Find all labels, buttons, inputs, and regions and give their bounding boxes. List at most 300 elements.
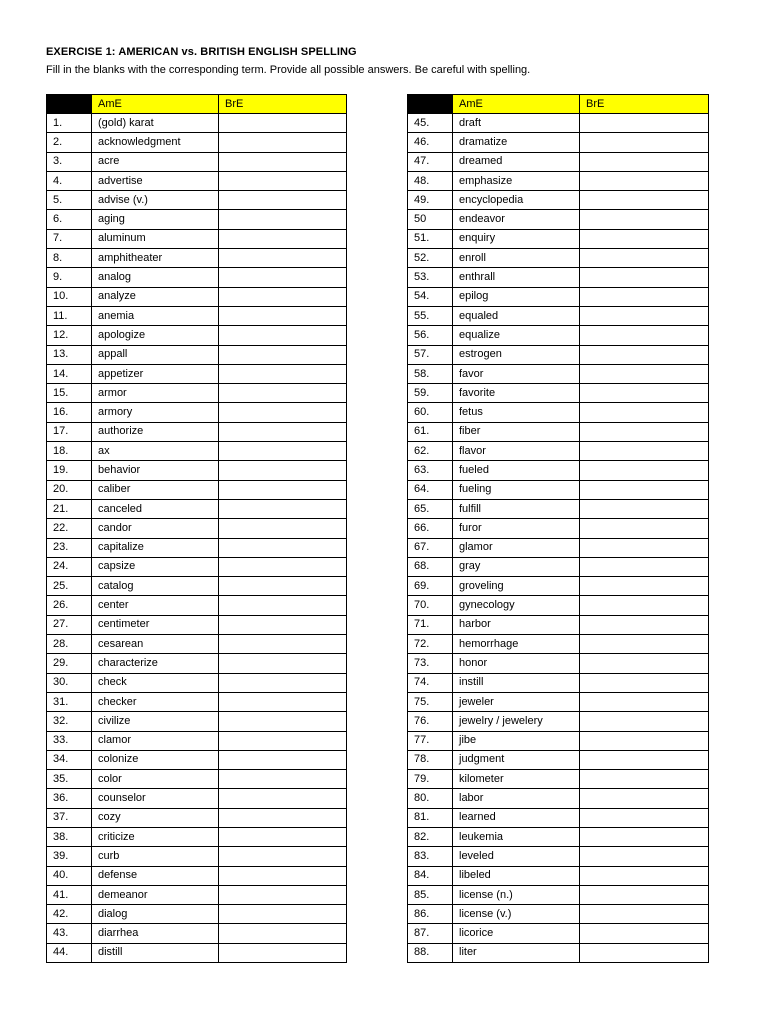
- bre-answer-blank[interactable]: [580, 191, 709, 210]
- table-row: [47, 519, 347, 538]
- ame-term: dramatize: [453, 133, 580, 152]
- table-row: [408, 306, 709, 325]
- row-number: 56.: [408, 326, 453, 345]
- ame-term: fueled: [453, 461, 580, 480]
- bre-answer-blank[interactable]: [219, 673, 347, 692]
- bre-answer-blank[interactable]: [219, 345, 347, 364]
- bre-answer-blank[interactable]: [219, 461, 347, 480]
- table-row: [408, 519, 709, 538]
- ame-term: equalize: [453, 326, 580, 345]
- bre-answer-blank[interactable]: [219, 770, 347, 789]
- table-row: [408, 499, 709, 518]
- ame-term: armory: [92, 403, 219, 422]
- bre-answer-blank[interactable]: [580, 654, 709, 673]
- bre-answer-blank[interactable]: [580, 808, 709, 827]
- bre-answer-blank[interactable]: [580, 789, 709, 808]
- table-row: [47, 827, 347, 846]
- ame-column-header: AmE: [453, 95, 580, 114]
- bre-answer-blank[interactable]: [580, 345, 709, 364]
- row-number: 59.: [408, 384, 453, 403]
- bre-answer-blank[interactable]: [219, 249, 347, 268]
- bre-answer-blank[interactable]: [219, 692, 347, 711]
- number-column-header: [47, 95, 92, 114]
- ame-term: dreamed: [453, 152, 580, 171]
- bre-answer-blank[interactable]: [219, 654, 347, 673]
- table-header-row: [408, 95, 709, 114]
- table-row: [408, 924, 709, 943]
- table-row: [408, 210, 709, 229]
- table-row: [408, 731, 709, 750]
- vocab-table-left-body: [47, 114, 347, 963]
- table-row: [47, 712, 347, 731]
- row-number: 28.: [47, 635, 92, 654]
- row-number: 12.: [47, 326, 92, 345]
- ame-term: centimeter: [92, 615, 219, 634]
- row-number: 52.: [408, 249, 453, 268]
- table-row: [408, 577, 709, 596]
- vocab-table-left: [46, 94, 347, 963]
- ame-term: enroll: [453, 249, 580, 268]
- table-row: [47, 345, 347, 364]
- table-row: [408, 692, 709, 711]
- ame-term: kilometer: [453, 770, 580, 789]
- vocab-table-right-body: [408, 114, 709, 963]
- ame-term: analyze: [92, 287, 219, 306]
- bre-answer-blank[interactable]: [580, 692, 709, 711]
- bre-answer-blank[interactable]: [219, 750, 347, 769]
- bre-answer-blank[interactable]: [580, 499, 709, 518]
- bre-answer-blank[interactable]: [580, 943, 709, 962]
- ame-term: capsize: [92, 557, 219, 576]
- row-number: 45.: [408, 114, 453, 133]
- row-number: 69.: [408, 577, 453, 596]
- bre-answer-blank[interactable]: [580, 268, 709, 287]
- bre-answer-blank[interactable]: [219, 306, 347, 325]
- row-number: 32.: [47, 712, 92, 731]
- table-row: [47, 171, 347, 190]
- row-number: 80.: [408, 789, 453, 808]
- row-number: 58.: [408, 364, 453, 383]
- bre-answer-blank[interactable]: [580, 442, 709, 461]
- table-row: [47, 905, 347, 924]
- bre-answer-blank[interactable]: [219, 268, 347, 287]
- table-row: [47, 191, 347, 210]
- bre-answer-blank[interactable]: [580, 461, 709, 480]
- bre-answer-blank[interactable]: [219, 287, 347, 306]
- bre-answer-blank[interactable]: [580, 249, 709, 268]
- ame-term: gynecology: [453, 596, 580, 615]
- bre-answer-blank[interactable]: [219, 866, 347, 885]
- row-number: 65.: [408, 499, 453, 518]
- bre-answer-blank[interactable]: [219, 152, 347, 171]
- row-number: 43.: [47, 924, 92, 943]
- row-number: 88.: [408, 943, 453, 962]
- bre-answer-blank[interactable]: [219, 229, 347, 248]
- bre-answer-blank[interactable]: [580, 866, 709, 885]
- row-number: 16.: [47, 403, 92, 422]
- table-row: [47, 943, 347, 962]
- ame-term: licorice: [453, 924, 580, 943]
- row-number: 4.: [47, 171, 92, 190]
- row-number: 79.: [408, 770, 453, 789]
- row-number: 38.: [47, 827, 92, 846]
- bre-answer-blank[interactable]: [580, 827, 709, 846]
- ame-term: enquiry: [453, 229, 580, 248]
- ame-term: encyclopedia: [453, 191, 580, 210]
- bre-answer-blank[interactable]: [219, 422, 347, 441]
- bre-answer-blank[interactable]: [219, 133, 347, 152]
- bre-answer-blank[interactable]: [219, 905, 347, 924]
- row-number: 23.: [47, 538, 92, 557]
- table-row: [47, 654, 347, 673]
- table-row: [47, 133, 347, 152]
- bre-answer-blank[interactable]: [219, 403, 347, 422]
- ame-term: liter: [453, 943, 580, 962]
- ame-term: armor: [92, 384, 219, 403]
- ame-term: dialog: [92, 905, 219, 924]
- ame-term: counselor: [92, 789, 219, 808]
- row-number: 10.: [47, 287, 92, 306]
- row-number: 64.: [408, 480, 453, 499]
- ame-term: check: [92, 673, 219, 692]
- ame-term: groveling: [453, 577, 580, 596]
- table-row: [408, 229, 709, 248]
- row-number: 8.: [47, 249, 92, 268]
- bre-answer-blank[interactable]: [580, 384, 709, 403]
- row-number: 7.: [47, 229, 92, 248]
- bre-answer-blank[interactable]: [580, 770, 709, 789]
- table-row: [47, 577, 347, 596]
- ame-term: ax: [92, 442, 219, 461]
- bre-answer-blank[interactable]: [580, 750, 709, 769]
- row-number: 54.: [408, 287, 453, 306]
- bre-answer-blank[interactable]: [580, 519, 709, 538]
- ame-term: judgment: [453, 750, 580, 769]
- ame-term: jewelry / jewelery: [453, 712, 580, 731]
- bre-answer-blank[interactable]: [580, 538, 709, 557]
- bre-answer-blank[interactable]: [219, 615, 347, 634]
- row-number: 13.: [47, 345, 92, 364]
- row-number: 67.: [408, 538, 453, 557]
- bre-answer-blank[interactable]: [580, 326, 709, 345]
- bre-answer-blank[interactable]: [219, 364, 347, 383]
- table-row: [47, 152, 347, 171]
- row-number: 77.: [408, 731, 453, 750]
- bre-answer-blank[interactable]: [580, 403, 709, 422]
- ame-term: libeled: [453, 866, 580, 885]
- bre-answer-blank[interactable]: [580, 673, 709, 692]
- ame-term: epilog: [453, 287, 580, 306]
- table-row: [408, 268, 709, 287]
- bre-answer-blank[interactable]: [219, 577, 347, 596]
- table-row: [47, 538, 347, 557]
- ame-term: leveled: [453, 847, 580, 866]
- ame-term: furor: [453, 519, 580, 538]
- row-number: 1.: [47, 114, 92, 133]
- row-number: 78.: [408, 750, 453, 769]
- bre-answer-blank[interactable]: [219, 114, 347, 133]
- row-number: 42.: [47, 905, 92, 924]
- bre-answer-blank[interactable]: [580, 712, 709, 731]
- table-row: [408, 133, 709, 152]
- table-row: [408, 943, 709, 962]
- bre-answer-blank[interactable]: [219, 519, 347, 538]
- table-row: [408, 326, 709, 345]
- table-row: [47, 287, 347, 306]
- row-number: 70.: [408, 596, 453, 615]
- row-number: 33.: [47, 731, 92, 750]
- table-row: [408, 673, 709, 692]
- row-number: 85.: [408, 885, 453, 904]
- bre-answer-blank[interactable]: [219, 384, 347, 403]
- ame-term: diarrhea: [92, 924, 219, 943]
- row-number: 53.: [408, 268, 453, 287]
- table-row: [408, 249, 709, 268]
- ame-term: criticize: [92, 827, 219, 846]
- bre-answer-blank[interactable]: [219, 847, 347, 866]
- ame-term: color: [92, 770, 219, 789]
- row-number: 17.: [47, 422, 92, 441]
- ame-term: hemorrhage: [453, 635, 580, 654]
- row-number: 46.: [408, 133, 453, 152]
- row-number: 34.: [47, 750, 92, 769]
- bre-answer-blank[interactable]: [219, 538, 347, 557]
- table-row: [47, 210, 347, 229]
- bre-answer-blank[interactable]: [580, 133, 709, 152]
- row-number: 5.: [47, 191, 92, 210]
- bre-answer-blank[interactable]: [219, 635, 347, 654]
- bre-answer-blank[interactable]: [219, 171, 347, 190]
- bre-answer-blank[interactable]: [580, 905, 709, 924]
- table-row: [47, 731, 347, 750]
- ame-term: authorize: [92, 422, 219, 441]
- bre-answer-blank[interactable]: [580, 596, 709, 615]
- row-number: 14.: [47, 364, 92, 383]
- bre-answer-blank[interactable]: [580, 847, 709, 866]
- bre-answer-blank[interactable]: [580, 422, 709, 441]
- ame-term: characterize: [92, 654, 219, 673]
- bre-answer-blank[interactable]: [580, 152, 709, 171]
- bre-answer-blank[interactable]: [580, 171, 709, 190]
- bre-answer-blank[interactable]: [580, 924, 709, 943]
- ame-term: labor: [453, 789, 580, 808]
- ame-term: distill: [92, 943, 219, 962]
- bre-answer-blank[interactable]: [219, 827, 347, 846]
- bre-column-header: BrE: [219, 95, 347, 114]
- row-number: 84.: [408, 866, 453, 885]
- row-number: 21.: [47, 499, 92, 518]
- table-row: [408, 403, 709, 422]
- row-number: 76.: [408, 712, 453, 731]
- table-row: [47, 326, 347, 345]
- bre-answer-blank[interactable]: [580, 577, 709, 596]
- bre-answer-blank[interactable]: [580, 210, 709, 229]
- ame-term: enthrall: [453, 268, 580, 287]
- ame-term: honor: [453, 654, 580, 673]
- bre-answer-blank[interactable]: [219, 191, 347, 210]
- row-number: 60.: [408, 403, 453, 422]
- table-row: [47, 924, 347, 943]
- row-number: 68.: [408, 557, 453, 576]
- table-row: [408, 384, 709, 403]
- bre-answer-blank[interactable]: [219, 789, 347, 808]
- bre-answer-blank[interactable]: [580, 480, 709, 499]
- ame-term: catalog: [92, 577, 219, 596]
- ame-term: leukemia: [453, 827, 580, 846]
- table-row: [47, 808, 347, 827]
- table-row: [47, 229, 347, 248]
- row-number: 22.: [47, 519, 92, 538]
- ame-term: capitalize: [92, 538, 219, 557]
- ame-term: analog: [92, 268, 219, 287]
- row-number: 31.: [47, 692, 92, 711]
- row-number: 26.: [47, 596, 92, 615]
- ame-term: acre: [92, 152, 219, 171]
- ame-term: fetus: [453, 403, 580, 422]
- ame-term: emphasize: [453, 171, 580, 190]
- table-row: [408, 596, 709, 615]
- table-row: [408, 847, 709, 866]
- row-number: 18.: [47, 442, 92, 461]
- row-number: 3.: [47, 152, 92, 171]
- bre-answer-blank[interactable]: [580, 287, 709, 306]
- table-row: [47, 847, 347, 866]
- table-row: [408, 885, 709, 904]
- bre-answer-blank[interactable]: [580, 229, 709, 248]
- table-row: [47, 249, 347, 268]
- row-number: 75.: [408, 692, 453, 711]
- table-row: [47, 866, 347, 885]
- ame-term: license (v.): [453, 905, 580, 924]
- ame-term: cozy: [92, 808, 219, 827]
- row-number: 36.: [47, 789, 92, 808]
- ame-term: jeweler: [453, 692, 580, 711]
- row-number: 49.: [408, 191, 453, 210]
- row-number: 66.: [408, 519, 453, 538]
- row-number: 62.: [408, 442, 453, 461]
- table-row: [408, 480, 709, 499]
- bre-answer-blank[interactable]: [219, 712, 347, 731]
- row-number: 86.: [408, 905, 453, 924]
- table-row: [47, 480, 347, 499]
- row-number: 63.: [408, 461, 453, 480]
- ame-term: demeanor: [92, 885, 219, 904]
- ame-term: advise (v.): [92, 191, 219, 210]
- bre-answer-blank[interactable]: [219, 499, 347, 518]
- exercise-title: EXERCISE 1: AMERICAN vs. BRITISH ENGLISH SPELLING: [46, 46, 357, 58]
- table-row: [408, 654, 709, 673]
- table-row: [47, 384, 347, 403]
- row-number: 57.: [408, 345, 453, 364]
- row-number: 2.: [47, 133, 92, 152]
- row-number: 37.: [47, 808, 92, 827]
- row-number: 48.: [408, 171, 453, 190]
- table-row: [408, 364, 709, 383]
- bre-answer-blank[interactable]: [580, 306, 709, 325]
- table-row: [47, 885, 347, 904]
- table-row: [408, 191, 709, 210]
- bre-answer-blank[interactable]: [580, 635, 709, 654]
- bre-answer-blank[interactable]: [219, 885, 347, 904]
- bre-answer-blank[interactable]: [580, 364, 709, 383]
- bre-answer-blank[interactable]: [219, 557, 347, 576]
- table-row: [47, 268, 347, 287]
- ame-term: appetizer: [92, 364, 219, 383]
- bre-answer-blank[interactable]: [219, 808, 347, 827]
- row-number: 19.: [47, 461, 92, 480]
- table-row: [408, 808, 709, 827]
- ame-term: fueling: [453, 480, 580, 499]
- bre-answer-blank[interactable]: [580, 114, 709, 133]
- ame-term: advertise: [92, 171, 219, 190]
- table-row: [47, 557, 347, 576]
- table-row: [408, 866, 709, 885]
- bre-answer-blank[interactable]: [219, 943, 347, 962]
- table-row: [47, 635, 347, 654]
- table-row: [47, 442, 347, 461]
- table-row: [408, 557, 709, 576]
- table-row: [408, 538, 709, 557]
- row-number: 41.: [47, 885, 92, 904]
- row-number: 40.: [47, 866, 92, 885]
- ame-term: aluminum: [92, 229, 219, 248]
- row-number: 27.: [47, 615, 92, 634]
- ame-term: equaled: [453, 306, 580, 325]
- table-row: [47, 673, 347, 692]
- bre-answer-blank[interactable]: [219, 596, 347, 615]
- table-row: [408, 422, 709, 441]
- number-column-header: [408, 95, 453, 114]
- row-number: 73.: [408, 654, 453, 673]
- ame-term: amphitheater: [92, 249, 219, 268]
- table-row: [408, 345, 709, 364]
- row-number: 11.: [47, 306, 92, 325]
- row-number: 20.: [47, 480, 92, 499]
- row-number: 25.: [47, 577, 92, 596]
- bre-answer-blank[interactable]: [219, 210, 347, 229]
- bre-answer-blank[interactable]: [219, 442, 347, 461]
- bre-answer-blank[interactable]: [219, 480, 347, 499]
- table-row: [408, 770, 709, 789]
- bre-answer-blank[interactable]: [580, 615, 709, 634]
- ame-term: colonize: [92, 750, 219, 769]
- row-number: 87.: [408, 924, 453, 943]
- bre-answer-blank[interactable]: [219, 326, 347, 345]
- bre-answer-blank[interactable]: [580, 885, 709, 904]
- row-number: 81.: [408, 808, 453, 827]
- table-row: [47, 789, 347, 808]
- bre-answer-blank[interactable]: [580, 731, 709, 750]
- row-number: 72.: [408, 635, 453, 654]
- ame-term: candor: [92, 519, 219, 538]
- table-row: [408, 152, 709, 171]
- bre-answer-blank[interactable]: [219, 924, 347, 943]
- ame-term: estrogen: [453, 345, 580, 364]
- table-row: [47, 596, 347, 615]
- row-number: 71.: [408, 615, 453, 634]
- row-number: 39.: [47, 847, 92, 866]
- ame-term: license (n.): [453, 885, 580, 904]
- ame-term: behavior: [92, 461, 219, 480]
- row-number: 51.: [408, 229, 453, 248]
- ame-term: defense: [92, 866, 219, 885]
- bre-answer-blank[interactable]: [219, 731, 347, 750]
- table-row: [408, 461, 709, 480]
- ame-term: civilize: [92, 712, 219, 731]
- ame-term: canceled: [92, 499, 219, 518]
- ame-term: draft: [453, 114, 580, 133]
- bre-answer-blank[interactable]: [580, 557, 709, 576]
